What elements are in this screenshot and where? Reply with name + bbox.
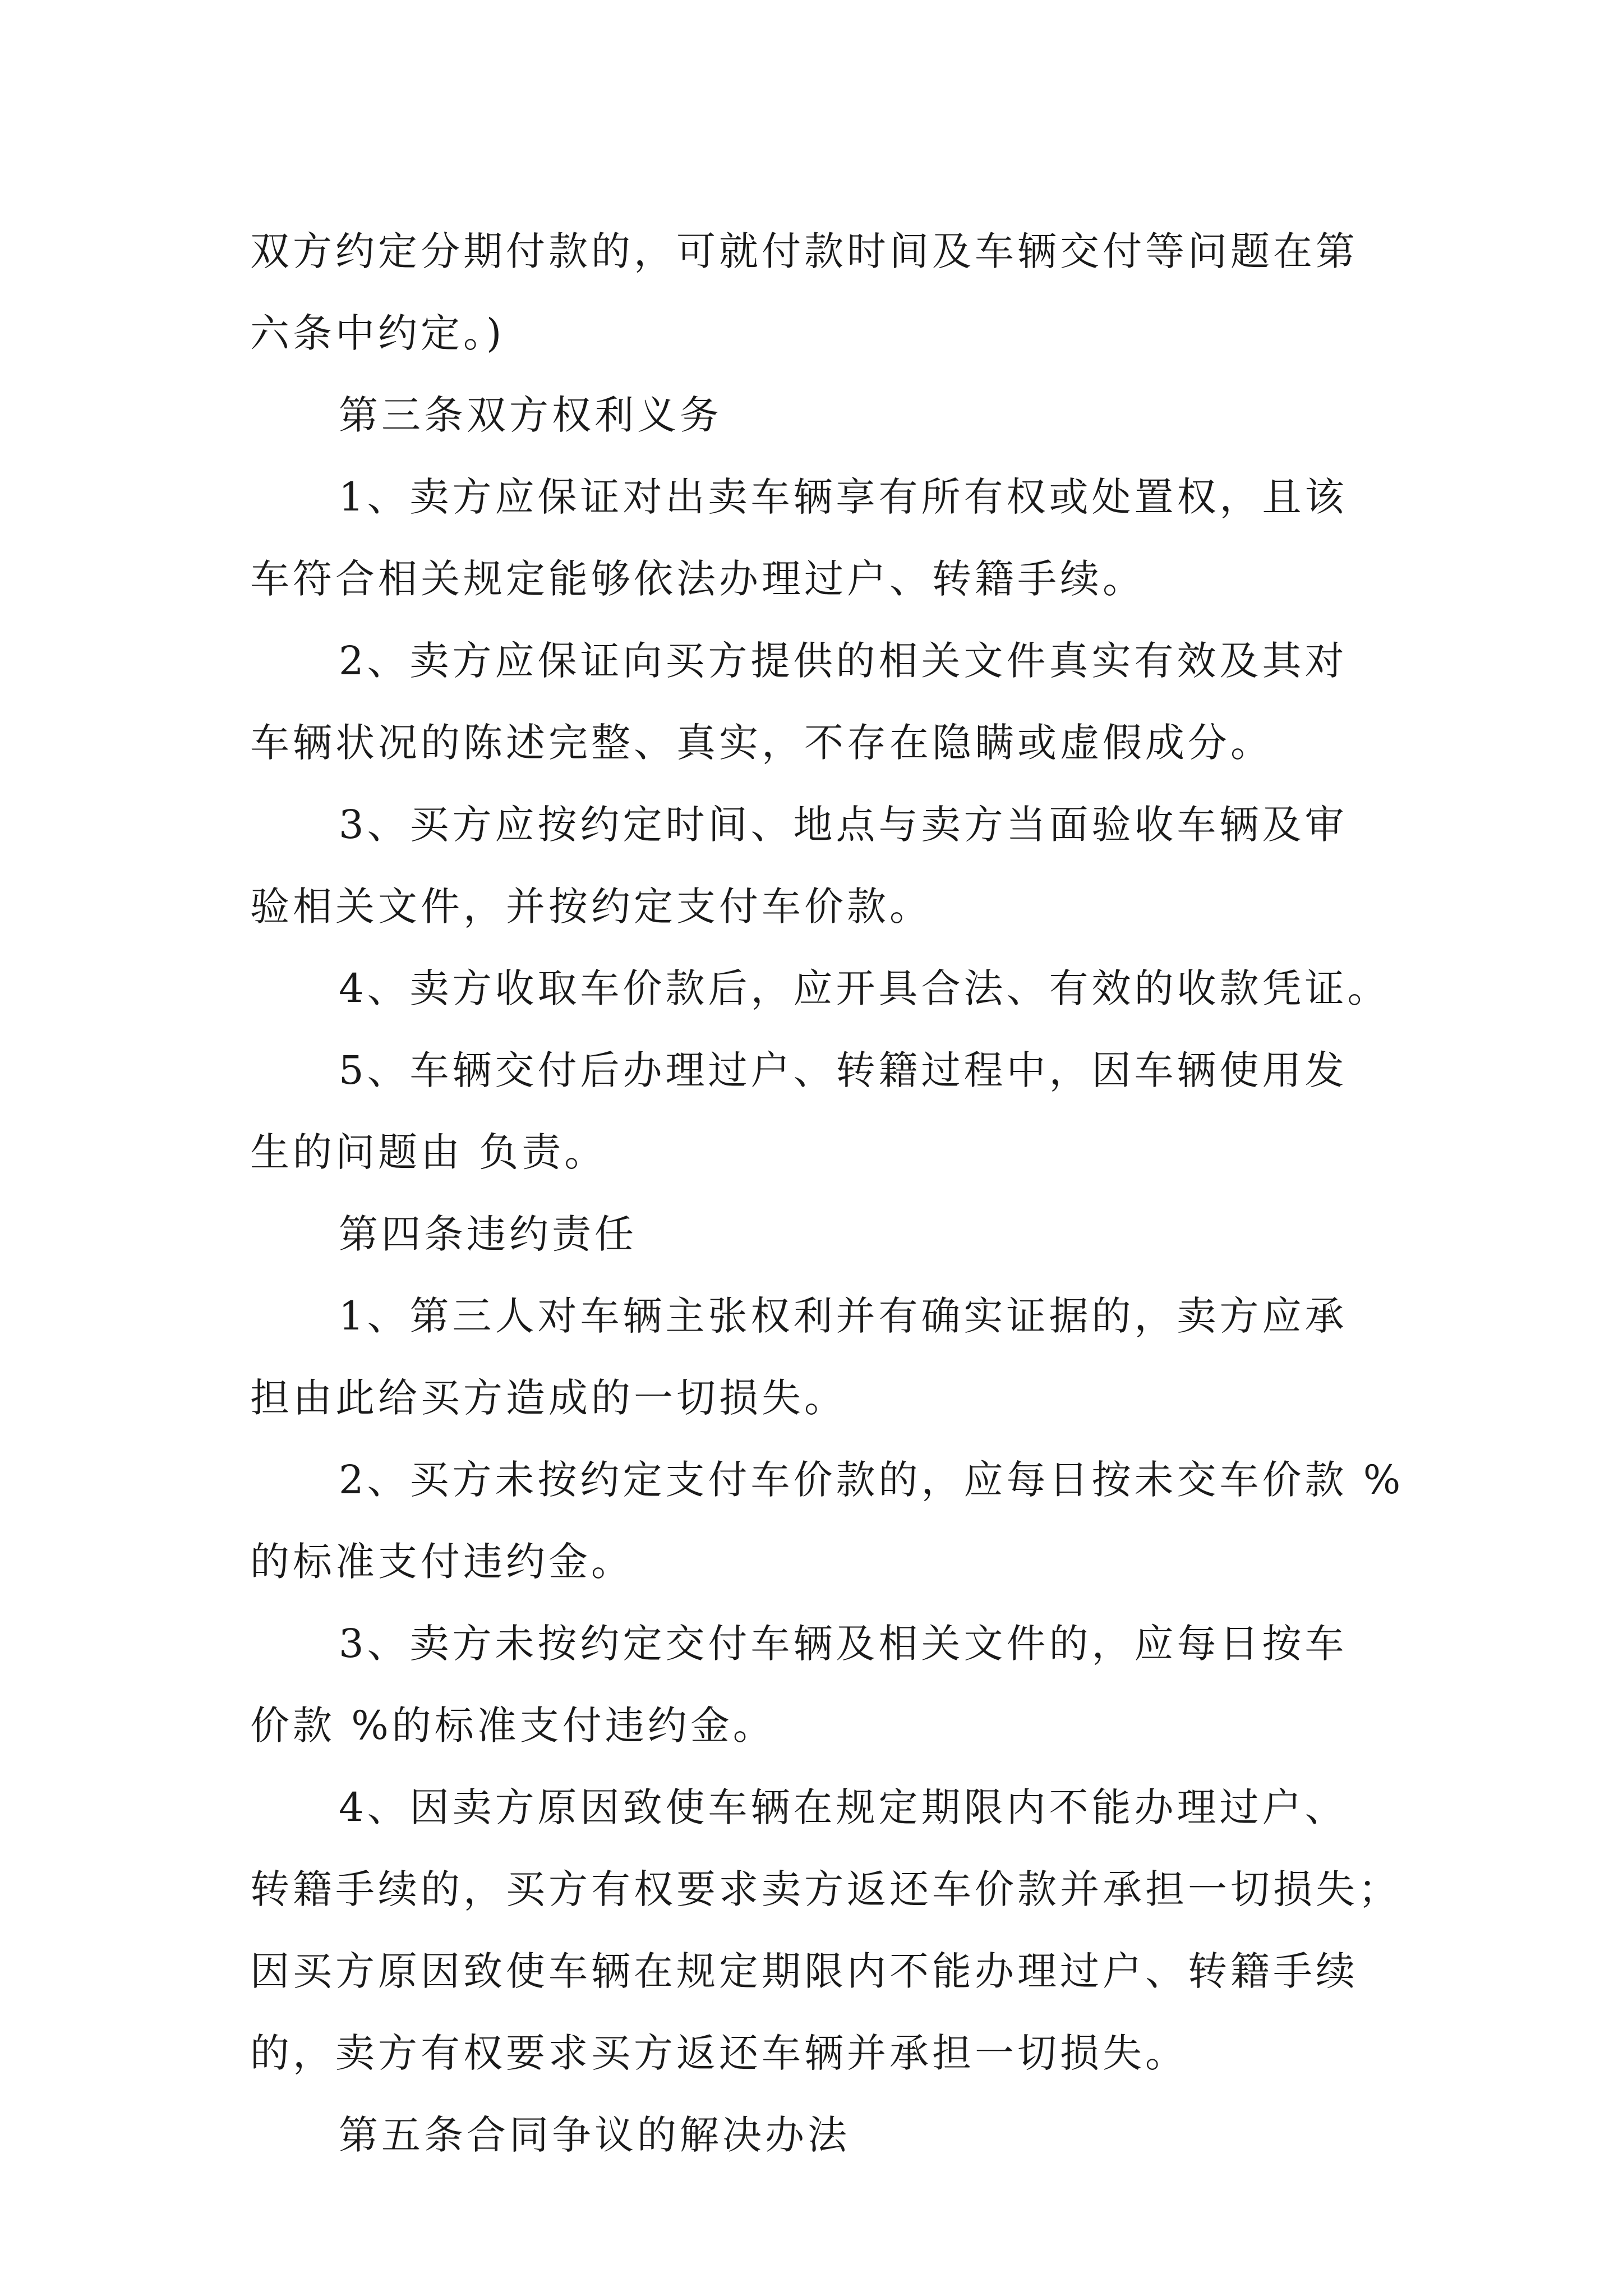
text-line: 因买方原因致使车辆在规定期限内不能办理过户、转籍手续: [250, 1948, 1358, 1994]
section-heading: 第三条双方权利义务: [339, 392, 722, 438]
text-line: 车辆状况的陈述完整、真实，不存在隐瞒或虚假成分。: [250, 720, 1273, 766]
text-line: 1、卖方应保证对出卖车辆享有所有权或处置权，且该: [339, 474, 1348, 520]
section-heading: 第四条违约责任: [339, 1211, 637, 1257]
text-line: 2、买方未按约定支付车价款的，应每日按未交车价款 %: [339, 1457, 1404, 1503]
text-line: 4、卖方收取车价款后，应开具合法、有效的收款凭证。: [339, 965, 1390, 1011]
text-line: 担由此给买方造成的一切损失。: [250, 1375, 847, 1421]
text-line: 验相关文件，并按约定支付车价款。: [250, 884, 932, 930]
text-line: 2、卖方应保证向买方提供的相关文件真实有效及其对: [339, 638, 1348, 684]
text-line: 3、买方应按约定时间、地点与卖方当面验收车辆及审: [339, 802, 1348, 848]
text-line: 双方约定分期付款的，可就付款时间及车辆交付等问题在第: [250, 228, 1358, 274]
section-heading: 第五条合同争议的解决办法: [339, 2112, 850, 2158]
text-line: 1、第三人对车辆主张权利并有确实证据的，卖方应承: [339, 1293, 1348, 1339]
document-page: [250, 210, 1404, 2176]
text-line: 六条中约定。): [250, 310, 505, 356]
text-line: 转籍手续的，买方有权要求卖方返还车价款并承担一切损失；: [250, 1866, 1401, 1912]
text-line: 3、卖方未按约定交付车辆及相关文件的，应每日按车: [339, 1621, 1348, 1667]
text-line: 生的问题由 负责。: [250, 1129, 607, 1175]
text-line: 车符合相关规定能够依法办理过户、转籍手续。: [250, 556, 1145, 602]
text-line: 的，卖方有权要求买方返还车辆并承担一切损失。: [250, 2030, 1188, 2076]
text-line: 4、因卖方原因致使车辆在规定期限内不能办理过户、: [339, 1784, 1348, 1830]
text-line: 5、车辆交付后办理过户、转籍过程中，因车辆使用发: [339, 1047, 1348, 1093]
text-line: 价款 %的标准支付违约金。: [250, 1703, 776, 1749]
text-line: 的标准支付违约金。: [250, 1539, 634, 1585]
